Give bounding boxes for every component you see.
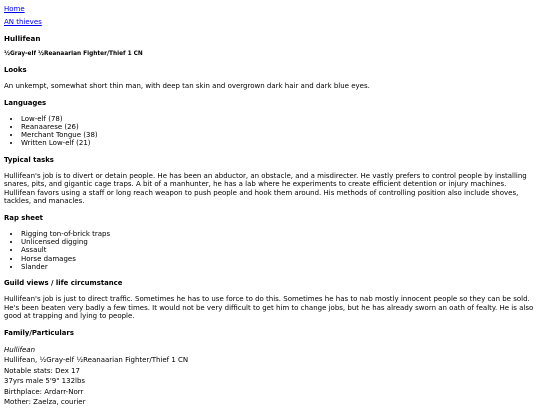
nav-home-line xyxy=(4,5,536,14)
language-item: • Low-elf (78) xyxy=(21,115,536,123)
nav-category-line xyxy=(4,18,536,27)
guild-heading: Guild views / life circumstance xyxy=(4,278,123,287)
rap-sheet-item: • Assault xyxy=(21,246,536,254)
stat-mother: Mother: Zaelza, courier xyxy=(4,398,86,407)
stat-name: Hullifean xyxy=(4,345,36,354)
rap-sheet-item: • Slander xyxy=(21,263,536,271)
rap-sheet-list xyxy=(4,230,536,271)
family-heading: Family/Particulars xyxy=(4,328,74,337)
languages-heading: Languages xyxy=(4,98,47,107)
page-subtitle: ½Gray-elf ½Reanaarian Fighter/Thief 1 CN xyxy=(4,51,143,58)
rap-sheet-item: • Horse damages xyxy=(21,255,536,263)
stat-summary: Hullifean, ½Gray-elf ½Reanaarian Fighter/Thief 1 CN xyxy=(4,356,189,365)
stat-notable: Notable stats: Dex 17 xyxy=(4,366,80,375)
rap-sheet-heading: Rap sheet xyxy=(4,213,43,222)
page-title: Hullifean xyxy=(4,34,41,44)
guild-text: Hullifean's job is just to direct traffic. Sometimes he has to use force to do this. Sometimes he has to nab mostly innocent people so they can be sold. He's been beaten very badly a few times. It would not be very difficult to get him to change jobs, but he has already sworn an oath of fealty. He is also good at trapping and lying to people. xyxy=(4,294,534,321)
language-item: • Written Low-elf (21) xyxy=(21,139,536,147)
language-item: • Merchant Tongue (38) xyxy=(21,131,536,139)
home-link[interactable]: Home xyxy=(4,5,25,13)
category-link[interactable]: AN thieves xyxy=(4,17,42,26)
tasks-text: Hullifean's job is to divert or detain people. He has been an abductor, an obstacle, and a misdirecter. He vastly prefers to control people by installing snares, pits, and gigantic cage traps. A bit of a manhunter, he has a lab where he experiments to create efficient detention or injury machines. Hullifean favors using a staff or long reach weapon to push people and hook them around. His methods of controlling position also include shoves, tackles, and manacles. xyxy=(4,171,527,206)
languages-list xyxy=(4,115,536,148)
looks-heading: Looks xyxy=(4,66,27,75)
stat-block xyxy=(4,345,536,408)
rap-sheet-item: • Rigging ton-of-brick traps xyxy=(21,230,536,238)
stat-birthplace: Birthplace: Ardarr-Norr xyxy=(4,387,84,396)
language-item: • Reanaarese (26) xyxy=(21,123,536,131)
rap-sheet-item: • Unlicensed digging xyxy=(21,238,536,246)
looks-text: An unkempt, somewhat short thin man, with deep tan skin and overgrown dark hair and dark blue eyes. xyxy=(4,82,370,91)
tasks-heading: Typical tasks xyxy=(4,155,54,164)
stat-physical: 37yrs male 5'9" 132lbs xyxy=(4,377,86,386)
